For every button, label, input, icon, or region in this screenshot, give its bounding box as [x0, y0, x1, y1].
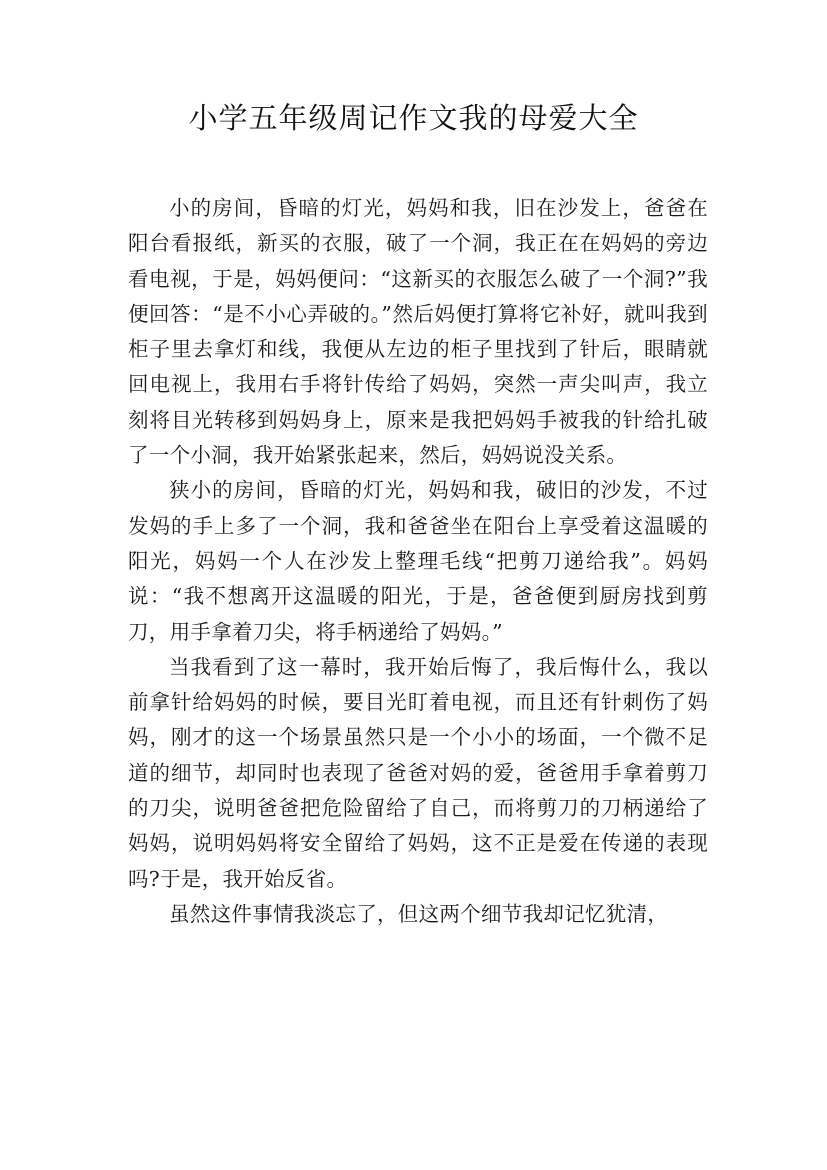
paragraph-4: 虽然这件事情我淡忘了，但这两个细节我却记忆犹清，: [169, 901, 669, 926]
paragraph-3: 当我看到了这一幕时，我开始后悔了，我后悔什么，我以前拿针给妈妈的时候，要目光盯着电视，而且还有针刺伤了妈妈，刚才的这一个场景虽然只是一个小小的场面，一个微不足道的细节，却同时也表现了爸爸对妈的爱，爸爸用手拿着剪刀的刀尖，说明爸爸把危险留给了自己，而将剪刀的刀柄递给了妈妈，说明妈妈将安全留给了妈妈，这不正是爱在传递的表现吗?于是，我开始反省。: [128, 654, 708, 891]
paragraph-2: 狭小的房间，昏暗的灯光，妈妈和我，破旧的沙发，不过发妈的手上多了一个洞，我和爸爸坐在阳台上享受着这温暖的阳光，妈妈一个人在沙发上整理毛线“把剪刀递给我”。妈妈说：“我不想离开这温暖的阳光，于是，爸爸便到厨房找到剪刀，用手拿着刀尖，将手柄递给了妈妈。”: [128, 478, 708, 644]
paragraph-1: 小的房间，昏暗的灯光，妈妈和我，旧在沙发上，爸爸在阳台看报纸，新买的衣服，破了一个洞，我正在在妈妈的旁边看电视，于是，妈妈便问：“这新买的衣服怎么破了一个洞?”我便回答：“是不小心弄破的。”然后妈便打算将它补好，就叫我到柜子里去拿灯和线，我便从左边的柜子里找到了针后，眼睛就回电视上，我用右手将针传给了妈妈，突然一声尖叫声，我立刻将目光转移到妈妈身上，原来是我把妈妈手被我的针给扎破了一个小洞，我开始紧张起来，然后，妈妈说没关系。: [128, 196, 708, 468]
document-title: 小学五年级周记作文我的母爱大全: [188, 101, 639, 135]
document-body: [128, 191, 708, 932]
